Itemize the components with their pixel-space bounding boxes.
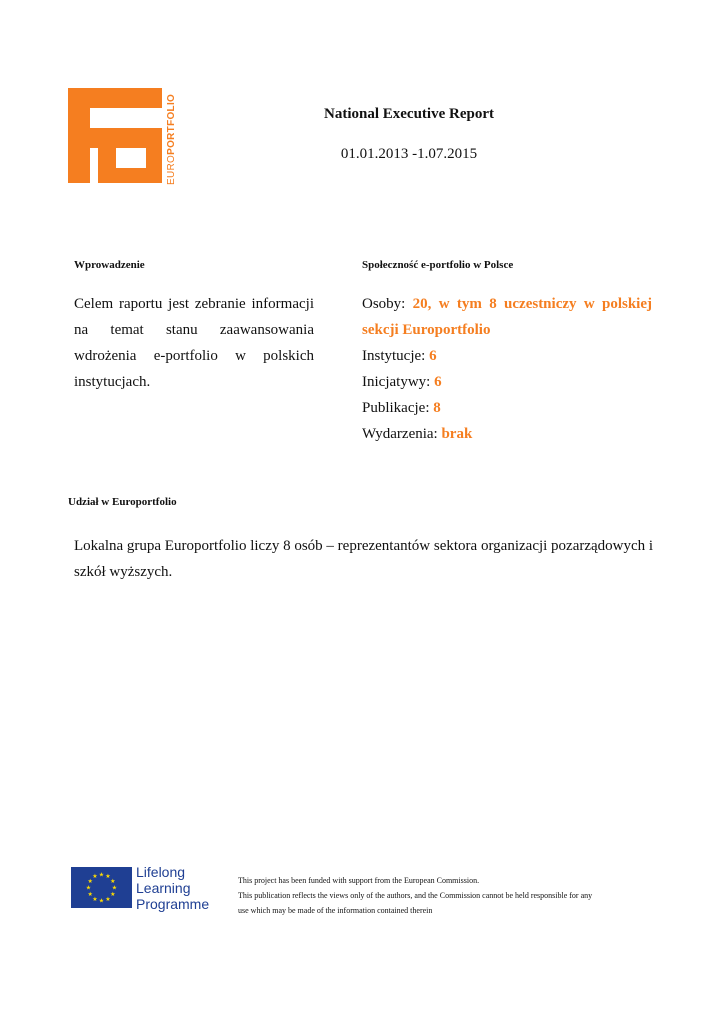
stat-initiatives-label: Inicjatywy: (362, 374, 431, 390)
eu-star-icon: ★ (110, 879, 116, 885)
stat-publications-value: 8 (433, 400, 441, 416)
eu-star-icon: ★ (111, 885, 118, 892)
report-date-range: 01.01.2013 -1.07.2015 (340, 146, 478, 162)
stat-people (362, 291, 652, 343)
funding-disclaimer (238, 873, 658, 918)
eu-star-icon: ★ (98, 898, 105, 905)
disclaimer-line-2: This publication reflects the views only of the authors, and the Commission cannot be held responsible for any (238, 891, 593, 900)
programme-line-2: Learning (136, 880, 191, 896)
stat-institutions (362, 343, 652, 369)
eu-flag-icon (71, 867, 132, 908)
programme-line-3: Programme (136, 896, 210, 912)
eu-star-icon: ★ (92, 896, 98, 903)
stat-events (362, 421, 652, 447)
stat-initiatives-value: 6 (434, 374, 442, 390)
eu-star-icon: ★ (105, 896, 111, 903)
stat-publications-label: Publikacje: (362, 400, 430, 416)
stat-institutions-label: Instytucje: (362, 348, 426, 364)
stat-initiatives (362, 369, 652, 395)
disclaimer-line-1: This project has been funded with support from the European Commission. (238, 876, 480, 885)
stat-events-label: Wydarzenia: (362, 426, 438, 442)
stat-people-value: 20, w tym 8 uczestniczy w polskiej sekcji Europortfolio (362, 296, 653, 338)
logo-wordmark: EUROPORTFOLIO (166, 93, 177, 185)
disclaimer-line-3: use which may be made of the information contained therein (238, 906, 433, 915)
stat-events-value: brak (441, 426, 473, 442)
intro-text: Celem raportu jest zebranie informacji na temat stanu zaawansowania wdrożenia e-portfolio w polskich instytucjach. (74, 296, 314, 390)
eu-star-icon: ★ (87, 892, 93, 898)
eu-star-icon: ★ (87, 879, 93, 885)
stat-institutions-value: 6 (429, 348, 437, 364)
participation-heading: Udział w Europortfolio (68, 496, 177, 508)
lifelong-learning-programme-label (136, 864, 209, 912)
eu-star-icon: ★ (98, 872, 105, 879)
stat-people-label: Osoby: (362, 296, 406, 312)
participation-text: Lokalna grupa Europortfolio liczy 8 osób – reprezentantów sektora organizacji pozarządowych i szkół wyższych. (74, 538, 654, 580)
report-title: National Executive Report (324, 106, 494, 122)
community-heading: Społeczność e-portfolio w Polsce (362, 259, 514, 271)
community-stats (362, 291, 652, 447)
eu-star-icon: ★ (105, 874, 111, 881)
stat-publications (362, 395, 652, 421)
intro-heading: Wprowadzenie (74, 259, 145, 271)
eu-star-icon: ★ (92, 874, 98, 881)
eu-star-icon: ★ (110, 892, 116, 898)
eu-star-icon: ★ (85, 885, 92, 892)
programme-line-1: Lifelong (136, 864, 186, 880)
